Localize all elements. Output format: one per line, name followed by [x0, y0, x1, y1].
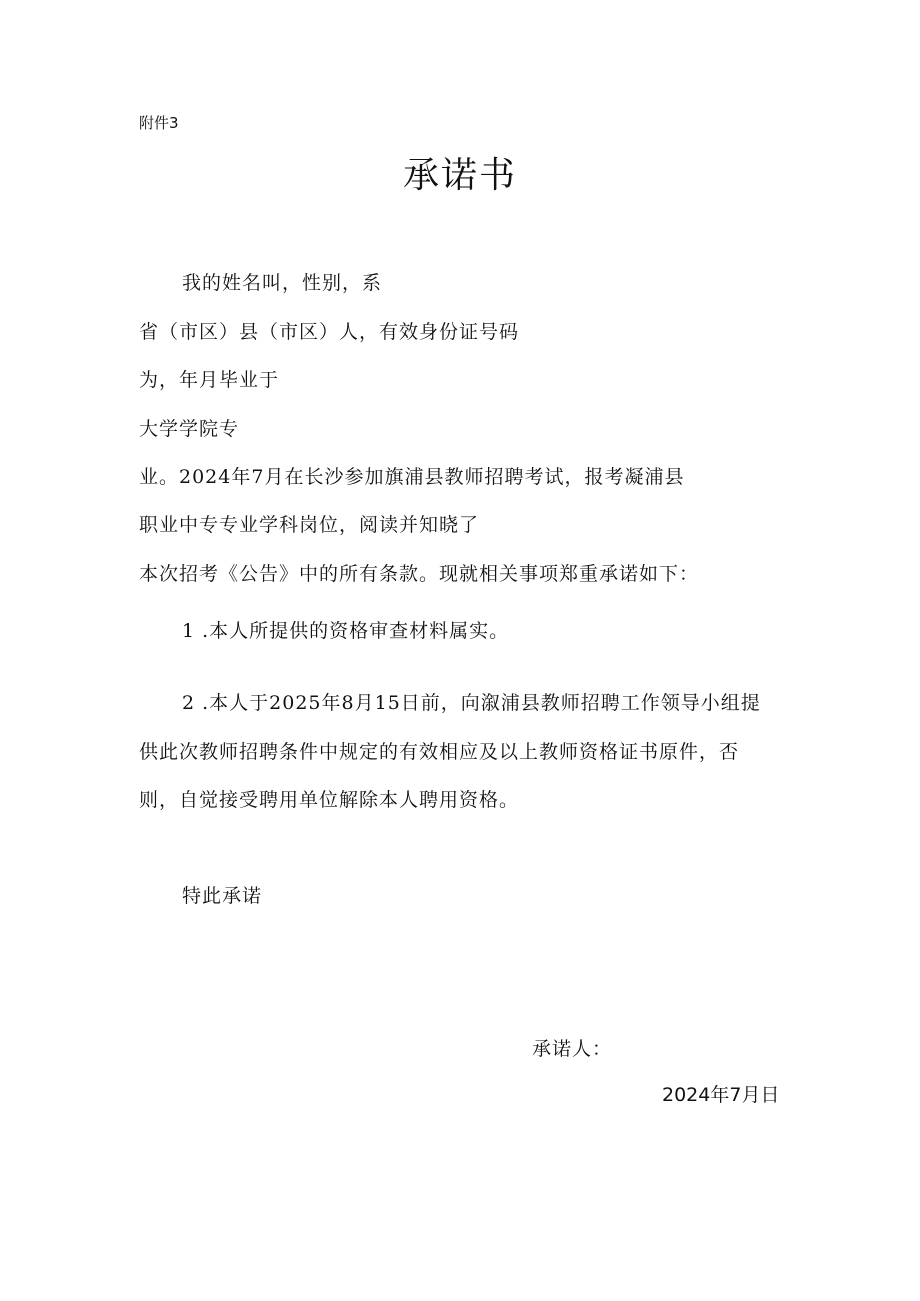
body-line-4: 大学学院专: [139, 418, 240, 440]
body-line-1: 我的姓名叫，性别，系: [182, 272, 383, 294]
attachment-label: 附件3: [139, 114, 179, 132]
document-title: 承诺书: [402, 155, 517, 196]
closing-statement: 特此承诺: [182, 885, 263, 907]
signature-date: 2024年7月日: [662, 1084, 780, 1106]
commitment-item-2-line-2: 供此次教师招聘条件中规定的有效相应及以上教师资格证书原件，否: [139, 741, 740, 763]
body-line-2: 省（市区）县（市区）人，有效身份证号码: [139, 321, 520, 343]
signatory-label: 承诺人：: [532, 1038, 613, 1060]
commitment-item-1: 1 .本人所提供的资格审查材料属实。: [182, 620, 510, 642]
commitment-item-2-line-3: 则，自觉接受聘用单位解除本人聘用资格。: [139, 789, 520, 811]
body-line-5: 业。2024年7月在长沙参加旗浦县教师招聘考试，报考凝浦县: [139, 466, 685, 488]
body-line-3: 为，年月毕业于: [139, 369, 280, 391]
body-line-6: 职业中专专业学科岗位，阅读并知晓了: [139, 514, 480, 536]
body-line-7: 本次招考《公告》中的所有条款。现就相关事项郑重承诺如下：: [139, 563, 700, 585]
commitment-item-2-line-1: 2 .本人于2025年8月15日前，向溆浦县教师招聘工作领导小组提: [182, 692, 761, 714]
